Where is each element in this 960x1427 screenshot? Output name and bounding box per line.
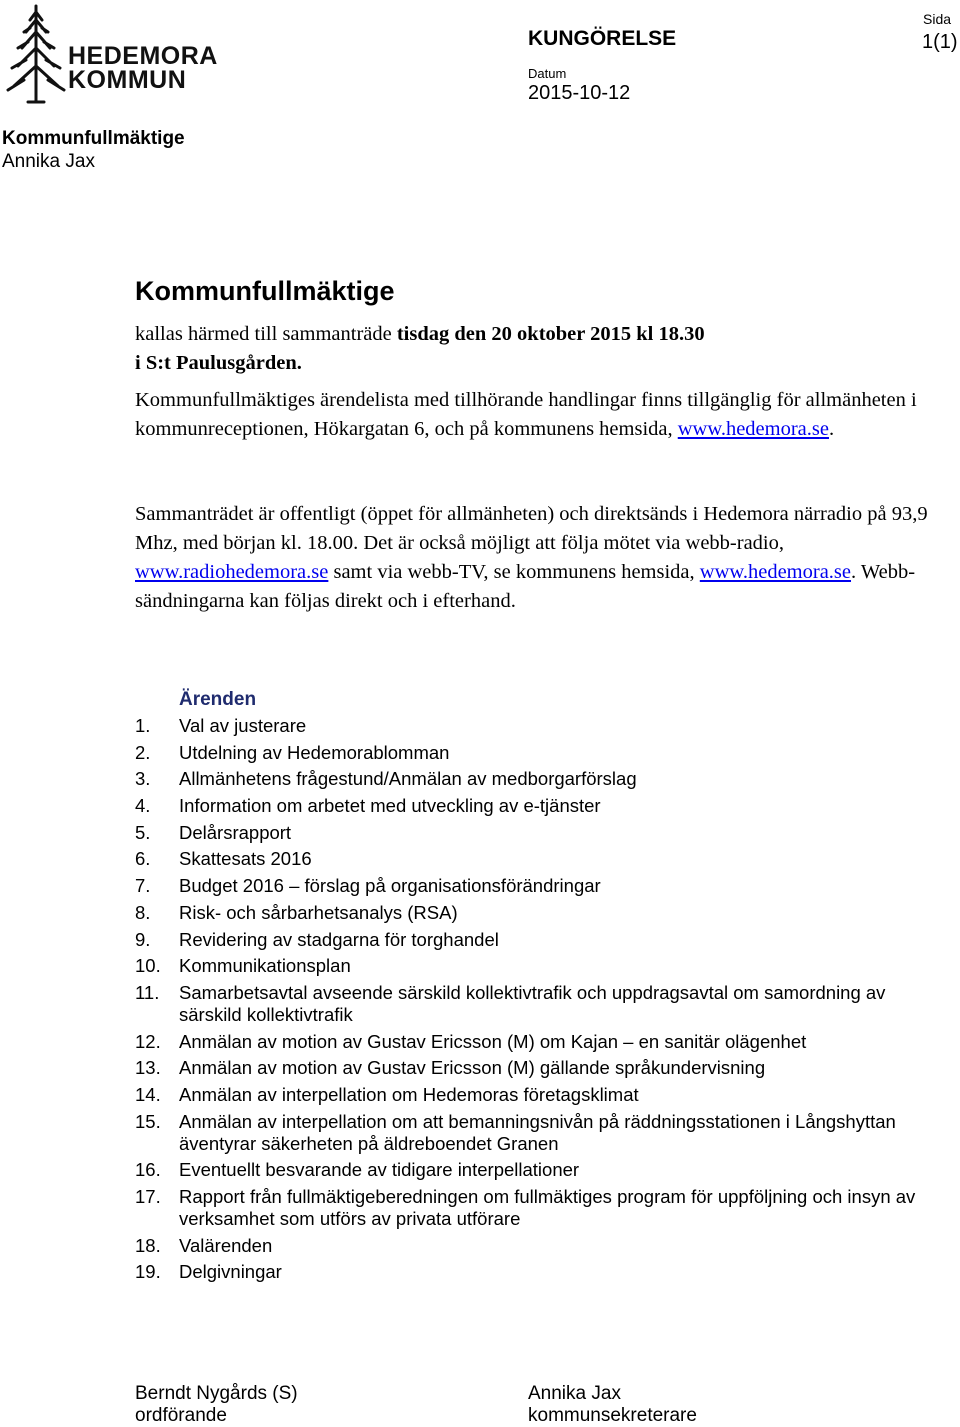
meeting-date: tisdag den 20 oktober 2015 kl 18.30 [396, 323, 705, 345]
agenda-item-number: 16. [135, 1159, 161, 1181]
agenda-item-number: 11. [135, 981, 160, 1003]
meeting-location: i S:t Paulusgården. [135, 352, 302, 374]
agenda-list [135, 715, 935, 1288]
agenda-item-text: Delårsrapport [179, 821, 292, 843]
document-title: Kommunfullmäktige [135, 276, 395, 306]
intro-text: kallas härmed till sammanträde [135, 323, 397, 345]
agenda-item-number: 18. [135, 1234, 161, 1256]
intro-paragraph [135, 320, 935, 378]
agenda-item-number: 3. [135, 768, 151, 790]
radiohedemora-link[interactable]: www.radiohedemora.se [135, 561, 329, 583]
agenda-item-number: 1. [135, 715, 151, 736]
agenda-item [135, 875, 935, 897]
agenda-item [135, 768, 935, 790]
agenda-item-text: Delgivningar [179, 1261, 282, 1283]
chairman-name: Berndt Nygårds (S) [135, 1383, 298, 1404]
agenda-item-text: Val av justerare [179, 715, 307, 736]
agenda-item-text: Eventuellt besvarande av tidigare interpellationer [179, 1159, 580, 1181]
agenda-item [135, 1235, 935, 1257]
agenda-item-number: 19. [135, 1261, 161, 1283]
agenda-item-number: 4. [135, 795, 151, 817]
agenda-item [135, 795, 935, 817]
hedemora-kommun-logo [4, 2, 218, 106]
agenda-item-number: 17. [135, 1186, 161, 1207]
agenda-item-number: 12. [135, 1030, 161, 1052]
agenda-item-text: Samarbetsavtal avseende särskild kollektivtrafik och uppdragsavtal om samordning av särskild kollektivtrafik [179, 981, 886, 1025]
chairman-role: ordförande [135, 1405, 227, 1426]
sender-name: Annika Jax [2, 151, 95, 172]
agenda-item [135, 742, 935, 764]
agenda-item-text: Skattesats 2016 [179, 848, 312, 870]
broadcast-text-3: . Webb-sändningarna kan följas direkt och i efterhand. [135, 561, 916, 612]
broadcast-paragraph [135, 500, 935, 616]
agenda-item [135, 955, 935, 977]
agenda-item [135, 982, 935, 1026]
logo-line-kommun: KOMMUN [68, 66, 187, 94]
page-label: Sida [923, 11, 952, 27]
date-label: Datum [528, 66, 567, 81]
agenda-item-text: Anmälan av motion av Gustav Ericsson (M) gällande språkundervisning [179, 1057, 766, 1079]
agenda-item-text: Risk- och sårbarhetsanalys (RSA) [179, 901, 458, 923]
documents-paragraph [135, 386, 935, 444]
agenda-item-text: Anmälan av interpellation om att bemanningsnivån på räddningsstationen i Långshyttan äventyrar säkerheten på äldreboendet Granen [179, 1110, 896, 1154]
signature-chairman [135, 1383, 298, 1427]
agenda-item-number: 8. [135, 901, 151, 923]
agenda-item-text: Budget 2016 – förslag på organisationsförändringar [179, 875, 601, 897]
agenda-item-text: Revidering av stadgarna för torghandel [179, 928, 499, 950]
agenda-item-text: Anmälan av motion av Gustav Ericsson (M) om Kajan – en sanitär olägenhet [179, 1030, 807, 1052]
page-number: 1(1) [922, 31, 958, 53]
secretary-role: kommunsekreterare [528, 1405, 697, 1426]
agenda-item [135, 902, 935, 924]
agenda-item [135, 848, 935, 870]
agenda-item-text: Allmänhetens frågestund/Anmälan av medborgarförslag [179, 768, 637, 790]
agenda-item-text: Rapport från fullmäktigeberedningen om fullmäktiges program för uppföljning och insyn av verksamhet som utförs av privata utförare [179, 1186, 916, 1229]
secretary-name: Annika Jax [528, 1383, 621, 1404]
spruce-tree-icon [4, 2, 68, 106]
agenda-item-text: Kommunikationsplan [179, 955, 351, 977]
agenda-item-number: 10. [135, 955, 161, 977]
agenda-item-text: Information om arbetet med utveckling av e-tjänster [179, 795, 601, 817]
date-value: 2015-10-12 [528, 82, 631, 104]
broadcast-text-2: samt via webb-TV, se kommunens hemsida, [328, 561, 700, 583]
agenda-item-number: 13. [135, 1057, 161, 1079]
agenda-item [135, 1031, 935, 1053]
agenda-item [135, 1111, 935, 1155]
agenda-item-number: 15. [135, 1110, 161, 1132]
agenda-item-number: 5. [135, 821, 151, 843]
documents-end: . [828, 418, 835, 440]
sender-organization: Kommunfullmäktige [2, 128, 185, 149]
agenda-item [135, 1084, 935, 1106]
agenda-item-number: 14. [135, 1083, 161, 1105]
agenda-item-number: 7. [135, 875, 151, 897]
agenda-item [135, 1159, 935, 1181]
agenda-item-number: 6. [135, 848, 151, 870]
signature-secretary [528, 1383, 697, 1427]
document-type: KUNGÖRELSE [528, 27, 677, 50]
agenda-item [135, 822, 935, 844]
agenda-item [135, 929, 935, 951]
agenda-item [135, 1261, 935, 1283]
agenda-item [135, 715, 935, 737]
agenda-item-number: 2. [135, 741, 151, 763]
agenda-item-text: Valärenden [179, 1234, 273, 1256]
agenda-item-number: 9. [135, 928, 151, 950]
logo-line-hedemora: HEDEMORA [68, 42, 218, 70]
agenda-item [135, 1057, 935, 1079]
agenda-item-text: Anmälan av interpellation om Hedemoras företagsklimat [179, 1083, 639, 1105]
agenda-heading: Ärenden [179, 689, 257, 710]
agenda-item-text: Utdelning av Hedemorablomman [179, 741, 450, 763]
documents-text: Kommunfullmäktiges ärendelista med tillhörande handlingar finns tillgänglig för allmänheten i kommunreceptionen, Hökargatan 6, och på kommunens hemsida, [135, 389, 917, 440]
hedemora-website-link[interactable]: www.hedemora.se [677, 418, 829, 440]
hedemora-website-link-2[interactable]: www.hedemora.se [699, 561, 852, 583]
agenda-item [135, 1186, 935, 1230]
broadcast-text-1: Sammanträdet är offentligt (öppet för allmänheten) och direktsänds i Hedemora närradio på 93,9 Mhz, med början kl. 18.00. Det är också möjligt att följa mötet via webb-radio, [135, 503, 928, 554]
